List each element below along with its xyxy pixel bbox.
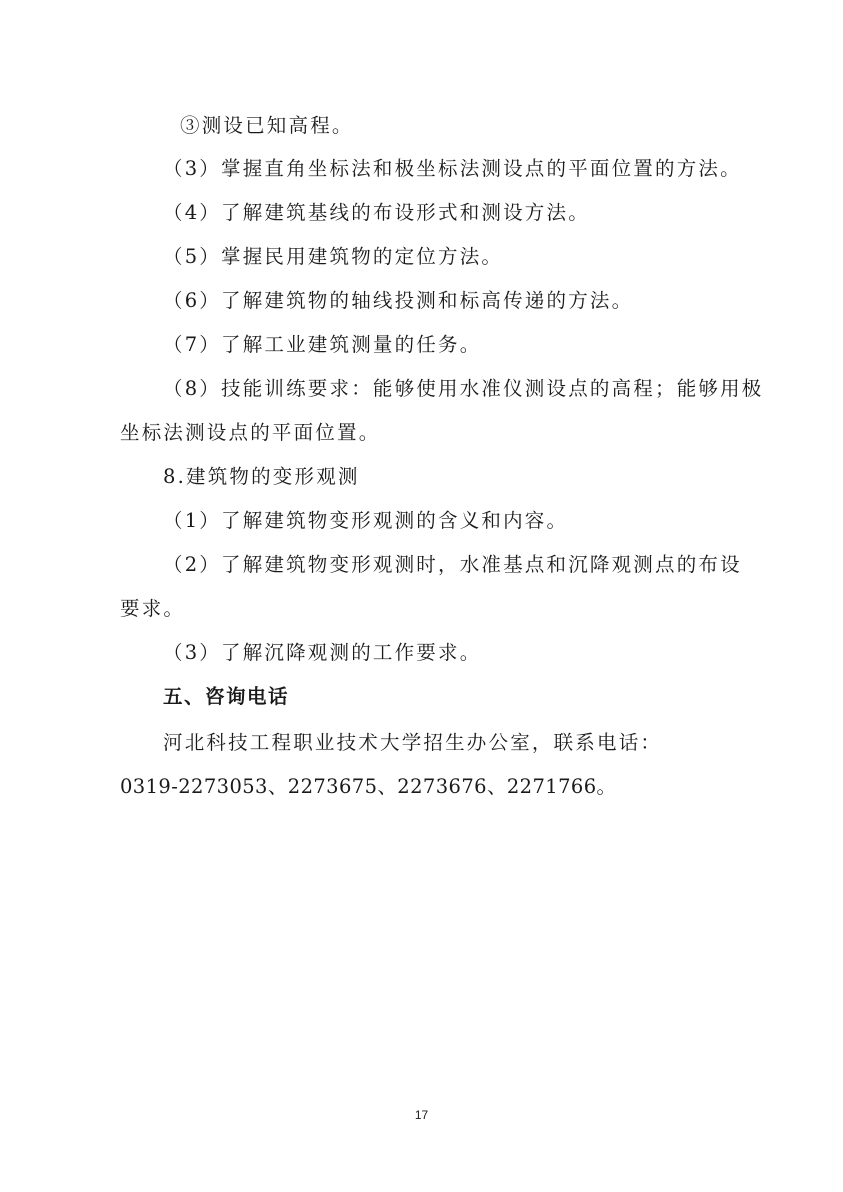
list-item-6: （6）了解建筑物的轴线投测和标高传递的方法。 [163, 289, 634, 312]
section-8-item-1: （1）了解建筑物变形观测的含义和内容。 [163, 509, 569, 532]
list-item-7: （7）了解工业建筑测量的任务。 [163, 333, 482, 356]
list-item-circle-3: ③测设已知高程。 [180, 114, 354, 137]
section-8-item-2-line-2: 要求。 [120, 597, 186, 620]
contact-line-1: 河北科技工程职业技术大学招生办公室，联系电话： [163, 731, 663, 754]
list-item-3: （3）掌握直角坐标法和极坐标法测设点的平面位置的方法。 [163, 157, 742, 180]
section-8-item-3: （3）了解沉降观测的工作要求。 [163, 641, 482, 664]
page-number: 17 [414, 1108, 429, 1122]
list-item-5: （5）掌握民用建筑物的定位方法。 [163, 245, 504, 268]
section-8-title: 8.建筑物的变形观测 [163, 465, 360, 488]
section-8-item-2-line-1: （2）了解建筑物变形观测时，水准基点和沉降观测点的布设 [163, 553, 742, 576]
section-5-heading: 五、咨询电话 [163, 685, 290, 708]
list-item-8-line-2: 坐标法测设点的平面位置。 [120, 421, 381, 444]
list-item-4: （4）了解建筑基线的布设形式和测设方法。 [163, 201, 590, 224]
contact-phone-numbers: 0319-2273053、2273675、2273676、2271766。 [120, 775, 617, 798]
list-item-8-line-1: （8）技能训练要求：能够使用水准仪测设点的高程；能够用极 [163, 377, 764, 400]
